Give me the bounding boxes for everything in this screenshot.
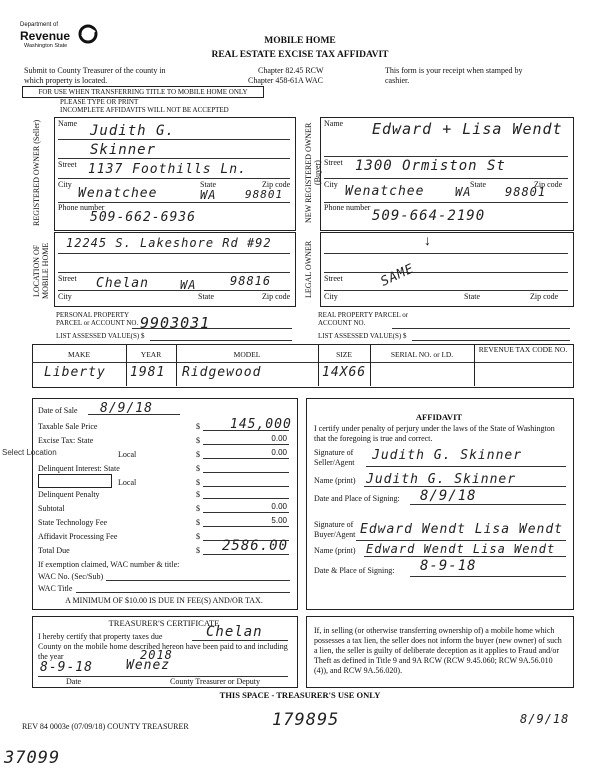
legal-zip-label: Zip code [530, 292, 559, 301]
seller-signature[interactable]: Judith G. Skinner [372, 448, 523, 463]
dollar-3: $ [196, 450, 200, 459]
form-subtitle: REAL ESTATE EXCISE TAX AFFIDAVIT [211, 50, 389, 60]
chapter-wac: Chapter 458-61A WAC [248, 76, 323, 85]
logo-dept: Department of [20, 22, 59, 28]
th-model: MODEL [233, 350, 261, 359]
tech-fee-value: 5.00 [271, 516, 287, 525]
chapter-rcw: Chapter 82.45 RCW [258, 66, 324, 75]
seller-city[interactable]: Wenatchee [78, 186, 158, 201]
seller-phone[interactable]: 509-662-6936 [90, 210, 196, 225]
pp-list-value-label: LIST ASSESSED VALUE(S) $ [56, 332, 145, 340]
seller-name-2[interactable]: Skinner [90, 142, 157, 158]
dollar-8: $ [196, 518, 200, 527]
buyer-phone[interactable]: 509-664-2190 [372, 208, 486, 224]
registered-owner-label: REGISTERED OWNER (Seller) [32, 119, 41, 227]
treasurer-county[interactable]: Chelan [206, 624, 263, 640]
seller-print-name[interactable]: Judith G. Skinner [366, 472, 517, 487]
dollar-6: $ [196, 490, 200, 499]
buyer-print-name[interactable]: Edward Wendt Lisa Wendt [366, 542, 556, 556]
for-use-banner: FOR USE WHEN TRANSFERRING TITLE TO MOBILE HOME ONLY [22, 86, 264, 98]
please-type: PLEASE TYPE OR PRINT [60, 98, 139, 106]
rp-parcel-label: REAL PROPERTY PARCEL or ACCOUNT NO. [318, 311, 409, 327]
treasurer-county-label: County Treasurer or Deputy [170, 677, 260, 686]
sale-price-label: Taxable Sale Price [38, 422, 98, 431]
delinquent-interest-label: Delinquent Interest: State [38, 464, 120, 473]
buyer-name[interactable]: Edward + Lisa Wendt [372, 120, 563, 138]
buyer-sig-label: Signature of Buyer/Agent [314, 520, 356, 539]
local-value: 0.00 [271, 448, 287, 457]
affidavit-certify: I certify under penalty of perjury under the laws of the State of Washington that the foregoing is true and correct. [314, 424, 555, 443]
penalty-label: Delinquent Penalty [38, 490, 100, 499]
buyer-city[interactable]: Wenatchee [345, 184, 425, 199]
buyer-city-label: City [324, 180, 338, 189]
buyer-date[interactable]: 8-9-18 [420, 558, 477, 574]
location-select-box[interactable] [38, 474, 112, 488]
wac-title-label: WAC Title [38, 584, 73, 593]
buyer-signature[interactable]: Edward Wendt Lisa Wendt [360, 522, 564, 537]
local-label: Local [118, 450, 137, 459]
treasurer-date[interactable]: 8-9-18 [40, 660, 93, 675]
th-serial: SERIAL NO. or I.D. [390, 350, 454, 359]
submit-instruction: Submit to County Treasurer of the county in which property is located. [24, 66, 166, 85]
vehicle-year[interactable]: 1981 [130, 365, 166, 380]
location-zip[interactable]: 98816 [230, 274, 272, 288]
th-make: MAKE [67, 350, 91, 359]
buyer-print-label: Name (print) [314, 546, 356, 555]
location-state[interactable]: WA [180, 278, 197, 292]
wac-claim-label: If exemption claimed, WAC number & title: [38, 560, 180, 569]
dollar-1: $ [196, 422, 200, 431]
logo-brand: Revenue [20, 29, 71, 43]
seller-zip[interactable]: 98801 [245, 188, 284, 201]
total-due-label: Total Due [38, 546, 70, 555]
location-zip-label: Zip code [262, 292, 291, 301]
receipt-number: 179895 [272, 710, 340, 730]
form-number: REV 84 0003e (07/09/18) COUNTY TREASURER [22, 722, 189, 731]
date-of-sale-label: Date of Sale [38, 406, 78, 415]
dollar-7: $ [196, 504, 200, 513]
legal-street-label: Street [324, 274, 343, 283]
arrow-mark: ↓ [424, 234, 431, 249]
dollar-2: $ [196, 436, 200, 445]
buyer-street[interactable]: 1300 Ormiston St [355, 158, 506, 174]
incomplete-note: INCOMPLETE AFFIDAVITS WILL NOT BE ACCEPTED [60, 106, 229, 114]
treasurer-line2: County on the mobile home described hereon have been paid to and including the year [38, 642, 288, 661]
new-owner-label: NEW REGISTERED OWNER (Buyer) [304, 122, 322, 224]
legal-state-label: State [464, 292, 480, 301]
buyer-zip[interactable]: 98801 [505, 185, 547, 199]
stamp-date: 8/9/18 [520, 712, 570, 726]
pp-parcel-value[interactable]: 9903031 [140, 314, 211, 332]
legal-same: SAME [378, 261, 417, 290]
seller-print-label: Name (print) [314, 476, 356, 485]
local2-label: Local [118, 478, 137, 487]
th-rev-code: REVENUE TAX CODE NO. [478, 345, 568, 354]
dollar-4: $ [196, 464, 200, 473]
legal-city-label: City [324, 292, 338, 301]
receipt-note: This form is your receipt when stamped by cashier. [385, 66, 523, 85]
notice-text: If, in selling (or otherwise transferring ownership of) a mobile home which possesses a tax lien, the seller does not inform the buyer (new owner) of such a lien, the seller is guilty of deliberate deception as it applies to Fraud and/or Theft as defined in Title 9 and 9A RCW (RCW 9.45.060; RCW 9A.56.010 (4)), and RCW 9A.56.020). [314, 626, 562, 675]
select-location-dropdown[interactable]: Select Location [2, 448, 57, 457]
seller-street-label: Street [58, 160, 77, 169]
affidavit-title: AFFIDAVIT [415, 412, 463, 422]
legal-owner-label: LEGAL OWNER [304, 240, 313, 298]
treasurer-date-label: Date [66, 677, 82, 686]
seller-state[interactable]: WA [200, 188, 217, 202]
wac-no-label: WAC No. (Sec/Sub) [38, 572, 104, 581]
treasurer-title: TREASURER'S CERTIFICATE [108, 618, 220, 628]
location-city[interactable]: Chelan [96, 276, 149, 291]
buyer-name-label: Name [324, 119, 344, 128]
vehicle-make[interactable]: Liberty [44, 365, 106, 380]
subtotal-value: 0.00 [271, 502, 287, 511]
subtotal-label: Subtotal [38, 504, 65, 513]
seller-date[interactable]: 8/9/18 [420, 488, 477, 504]
treasurer-use-only: THIS SPACE - TREASURER'S USE ONLY [219, 690, 381, 700]
logo-state: Washington State [24, 43, 68, 49]
location-street[interactable]: 12245 S. Lakeshore Rd #92 [66, 236, 272, 250]
seller-street[interactable]: 1137 Foothills Ln. [88, 162, 247, 177]
vehicle-model[interactable]: Ridgewood [182, 365, 262, 380]
excise-state-label: Excise Tax: State [38, 436, 94, 445]
buyer-state-label: State [470, 180, 486, 189]
seller-city-label: City [58, 180, 72, 189]
location-street-label: Street [58, 274, 77, 283]
buyer-date-label: Date & Place of Signing: [314, 566, 395, 575]
th-size: SIZE [336, 350, 352, 359]
seller-zip-label: Zip code [262, 180, 291, 189]
seller-date-label: Date and Place of Signing: [314, 494, 400, 503]
treasurer-line1: I hereby certify that property taxes due [38, 632, 163, 641]
th-year: YEAR [140, 350, 162, 359]
total-due-value[interactable]: 2586.00 [222, 538, 289, 554]
rp-list-value-label: LIST ASSESSED VALUE(S) $ [318, 332, 407, 340]
seller-phone-label: Phone number [58, 203, 105, 212]
document-number: 37099 [4, 748, 61, 768]
buyer-phone-label: Phone number [324, 203, 371, 212]
affidavit-fee-label: Affidavit Processing Fee [38, 532, 118, 541]
seller-state-label: State [200, 180, 216, 189]
location-label: LOCATION OF MOBILE HOME [32, 242, 50, 299]
treasurer-signature: Wenez [126, 658, 171, 673]
dollar-9: $ [196, 532, 200, 541]
treasurer-year[interactable]: 2018 [140, 648, 173, 662]
dollar-5: $ [196, 478, 200, 487]
seller-name-label: Name [58, 119, 78, 128]
buyer-street-label: Street [324, 158, 343, 167]
buyer-state[interactable]: WA [455, 185, 472, 199]
sale-price-value[interactable]: 145,000 [230, 417, 292, 432]
seller-name-1[interactable]: Judith G. [90, 123, 175, 139]
location-state-label: State [198, 292, 214, 301]
date-of-sale-value[interactable]: 8/9/18 [100, 401, 153, 416]
seller-sig-label: Signature of Seller/Agent [314, 448, 355, 467]
dollar-10: $ [196, 546, 200, 555]
buyer-zip-label: Zip code [534, 180, 563, 189]
location-city-label: City [58, 292, 72, 301]
vehicle-size[interactable]: 14X66 [322, 365, 367, 380]
form-title: MOBILE HOME [264, 36, 336, 46]
tech-fee-label: State Technology Fee [38, 518, 108, 527]
pp-parcel-label: PERSONAL PROPERTY PARCEL or ACCOUNT NO. [56, 311, 139, 327]
minimum-note: A MINIMUM OF $10.00 IS DUE IN FEE(S) AND/OR TAX. [65, 596, 263, 605]
excise-state-value: 0.00 [271, 434, 287, 443]
